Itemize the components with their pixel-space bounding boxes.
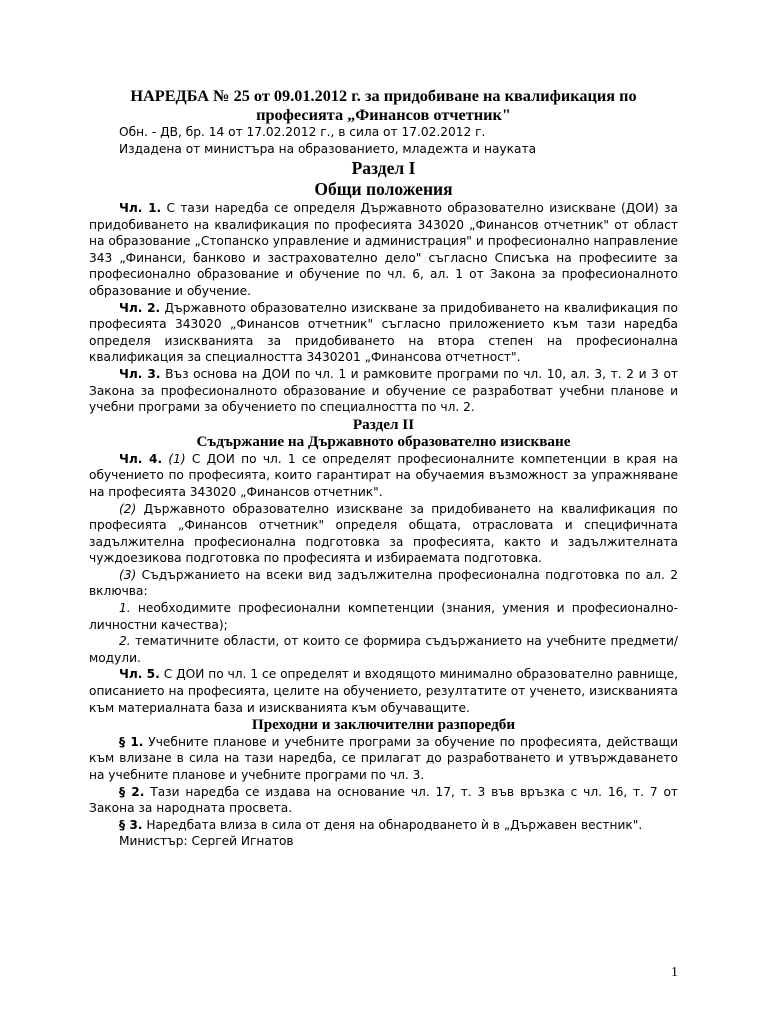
article-2-text: Държавното образователно изискване за придобиването на квалификация по професията 343020 „Финансов отчетник" съгласно приложението към тази наредба определя изискванията за придобиването на втора степен на професионална квалификация за специалността 3430201 „Финансова отчетност".: [89, 300, 678, 365]
paragraph-3-mark: (3): [119, 567, 137, 582]
article-1-text: С тази наредба се определя Държавното образователно изискване (ДОИ) за придобиването на квалификация по професията 343020 „Финансов отчетник" от област на образование „Стопанско управление и администрация" и професионално направление 343 „Финанси, банково и застрахователно дело" съгласно Списъка на професиите за професионално образование и обучение по чл. 6, ал. 1 от Закона за професионалното образование и обучение.: [89, 201, 678, 298]
article-4-p2-text: Държавното образователно изискване за придобиването на квалификация по професията „Финансов отчетник" определя общата, отрасловата и специфичната задължителна професионална подготовка за професията, както и задължителната чуждоезикова подготовка по професията и избираемата подготовка.: [89, 501, 678, 566]
page-number: 1: [671, 965, 678, 980]
minister-signature: Министър: Сергей Игнатов: [119, 834, 294, 849]
section-1-subheading: Общи положения: [314, 179, 453, 199]
article-4-label: Чл. 4.: [119, 451, 163, 466]
section-2-heading: Раздел II: [352, 415, 415, 433]
final-provisions-heading: Преходни и заключителни разпоредби: [251, 716, 516, 734]
article-5-label: Чл. 5.: [119, 667, 160, 682]
document-title: НАРЕДБА № 25 от 09.01.2012 г. за придобиване на квалификация по професията „Финансов отчетник": [130, 86, 637, 124]
final-section-2-label: § 2.: [119, 784, 145, 799]
article-1: [89, 200, 678, 300]
article-1-label: Чл. 1.: [119, 201, 162, 215]
article-4-item-1: [89, 600, 678, 633]
item-1-mark: 1.: [119, 601, 131, 616]
article-3-text: Въз основа на ДОИ по чл. 1 и рамковите програми по чл. 10, ал. 3, т. 2 и 3 от Закона за професионалното образование и обучение се разработват учебни планове и учебни програми за обучението по специалността по чл. 2.: [89, 366, 678, 415]
publication-info: Обн. - ДВ, бр. 14 от 17.02.2012 г., в сила от 17.02.2012 г.: [119, 125, 486, 139]
final-section-1-label: § 1.: [119, 734, 144, 749]
item-2-text: тематичните области, от които се формира съдържанието на учебните предмети/модули.: [89, 634, 679, 665]
article-5-text: С ДОИ по чл. 1 се определят и входящото минимално образователно равнище, описанието на професията, целите на обучението, резултатите от ученето, изискванията към материалната база и изискванията към обучаващите.: [89, 667, 679, 715]
article-4-p1-text: С ДОИ по чл. 1 се определят професионалните компетенции в края на обучението по професията, които гарантират на обучаемия възможност за упражняване на професията 343020 „Финансов отчетник".: [89, 451, 678, 499]
item-2-mark: 2.: [119, 634, 131, 649]
final-section-2: [89, 784, 678, 817]
paragraph-1-mark: (1): [168, 451, 186, 466]
section-1-heading: Раздел I: [351, 158, 416, 178]
final-section-3-text: Наредбата влиза в сила от деня на обнародването ѝ в „Държавен вестник".: [146, 817, 643, 832]
final-section-3: [89, 817, 678, 834]
article-4-paragraph-2: [89, 501, 678, 567]
item-1-text: необходимите професионални компетенции (знания, умения и професионално-личностни качества);: [89, 601, 678, 632]
article-4-item-2: [89, 633, 678, 666]
final-section-1-text: Учебните планове и учебните програми за обучение по професията, действащи към влизане в сила на тази наредба, се прилагат до разработването и утвърждаването на учебните планове и учебните програми по чл. 3.: [89, 734, 678, 782]
final-section-2-text: Тази наредба се издава на основание чл. 17, т. 3 във връзка с чл. 16, т. 7 от Закона за народната просвета.: [89, 784, 679, 816]
article-2: [89, 300, 678, 366]
article-4-paragraph-1: [89, 451, 678, 501]
document-body: [89, 82, 678, 850]
article-5: [89, 666, 678, 716]
final-section-3-label: § 3.: [119, 817, 143, 832]
article-4-p3-text: Съдържанието на всеки вид задължителна професионална подготовка по ал. 2 включва:: [89, 567, 678, 599]
section-2-subheading: Съдържание на Държавното образователно изискване: [196, 433, 571, 451]
final-section-1: [89, 734, 678, 784]
article-4-paragraph-3: [89, 567, 678, 600]
paragraph-2-mark: (2): [119, 501, 137, 516]
article-3: [89, 366, 678, 416]
article-3-label: Чл. 3.: [119, 366, 161, 381]
issuer-info: Издадена от министъра на образованието, младежта и науката: [119, 142, 537, 156]
article-2-label: Чл. 2.: [119, 300, 161, 315]
